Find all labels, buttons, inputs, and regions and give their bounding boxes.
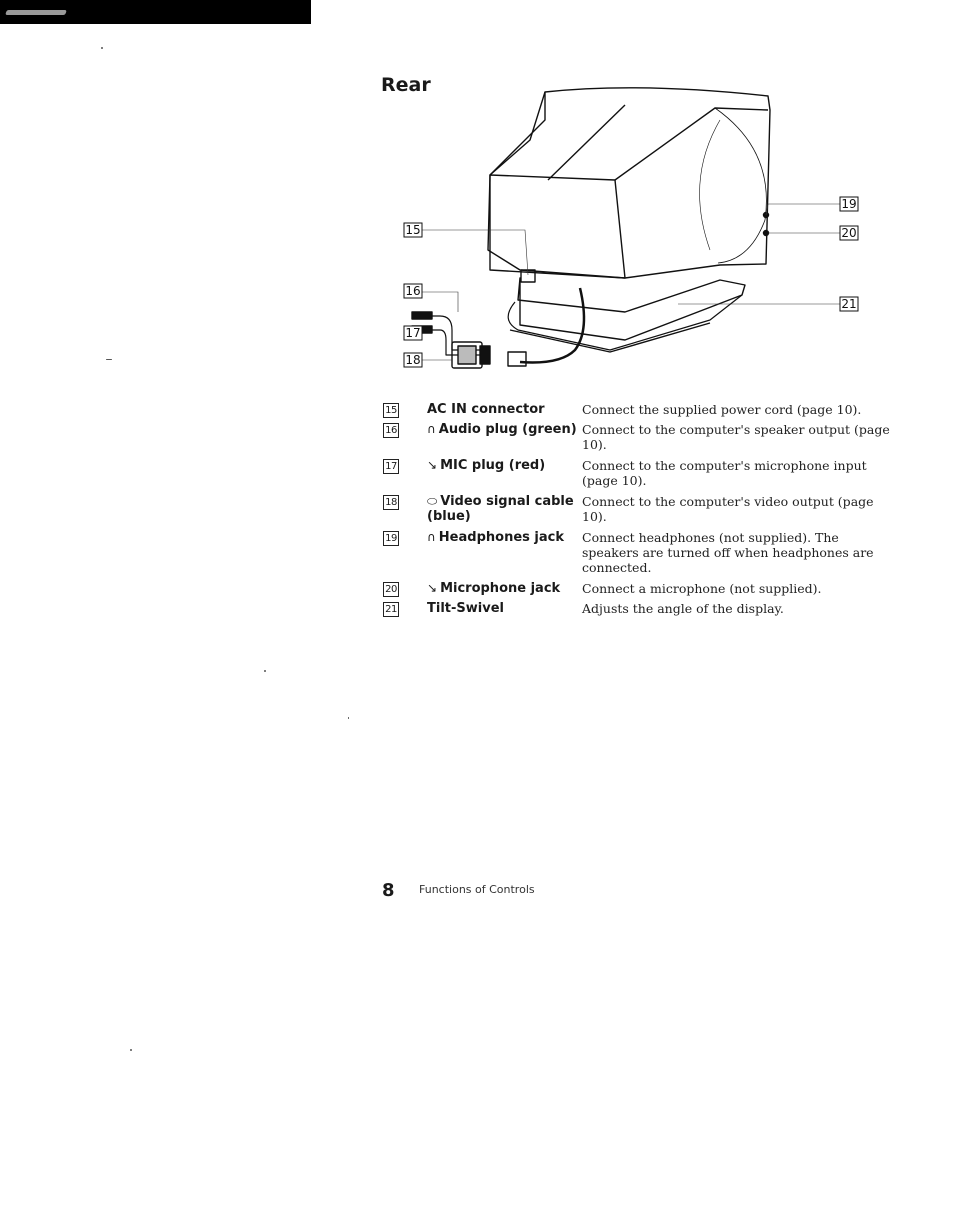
legend-description: Connect headphones (not supplied). The speakers are turned off when headphones are connected. [582, 530, 874, 575]
stand-upper [518, 278, 745, 340]
legend-number: 17 [383, 459, 399, 474]
legend-number: 19 [383, 531, 399, 546]
headphones-icon: ∩ [427, 422, 436, 436]
page-number: 8 [382, 880, 395, 901]
legend-term: Video signal cable (blue) [427, 494, 574, 524]
scan-speck [106, 359, 112, 360]
callout-label-20: 20 [841, 226, 857, 240]
legend-description: Connect a microphone (not supplied). [582, 581, 822, 596]
callout-label-21: 21 [841, 297, 857, 311]
cable-ferrite-core [508, 352, 526, 366]
audio-plug-shape [412, 312, 432, 319]
legend-term: MIC plug (red) [440, 458, 546, 473]
monitor-edge [615, 108, 768, 180]
legend-term: Audio plug (green) [438, 422, 577, 437]
microphone-jack-mark [764, 231, 769, 236]
callout-label-18: 18 [405, 353, 421, 367]
monitor-top-groove [548, 105, 625, 180]
monitor-rear-drawing [380, 80, 880, 390]
legend-number: 20 [383, 582, 399, 597]
scan-speck [101, 47, 103, 49]
legend-number: 15 [383, 403, 399, 418]
scan-speck [264, 670, 266, 672]
legend-description: Connect to the computer's video output (page 10). [582, 494, 874, 524]
monitor-rear-illustration [380, 80, 880, 390]
headphones-icon: ∩ [427, 530, 436, 544]
video-connector-icon: ⬭ [427, 494, 438, 508]
header-bar-mark [5, 10, 67, 15]
callout-label-15: 15 [405, 223, 421, 237]
legend-description: Adjusts the angle of the display. [582, 601, 784, 616]
monitor-top-outline [488, 88, 770, 278]
monitor-top-ridge [490, 92, 545, 175]
legend-term: AC IN connector [427, 402, 545, 417]
callout-label-17: 17 [405, 326, 421, 340]
video-plug-pins [458, 346, 476, 364]
legend-number: 16 [383, 423, 399, 438]
callout-label-19: 19 [841, 197, 857, 211]
callout-line-15 [422, 230, 528, 275]
footer-section-label: Functions of Controls [419, 883, 535, 896]
legend-term: Tilt-Swivel [427, 601, 504, 616]
scan-speck [348, 717, 349, 719]
legend-term: Headphones jack [438, 530, 564, 545]
monitor-back-face [490, 175, 625, 278]
legend-term: Microphone jack [440, 581, 561, 596]
callout-label-16: 16 [405, 284, 421, 298]
legend-description: Connect to the computer's microphone input (page 10). [582, 458, 867, 488]
legend-number: 18 [383, 495, 399, 510]
video-cable [520, 288, 584, 363]
video-plug-hood [480, 346, 490, 364]
microphone-icon: ↘ [427, 458, 438, 472]
callout-line-16 [422, 292, 458, 312]
screen-bezel [715, 108, 766, 263]
header-bar [0, 0, 311, 24]
legend-number: 21 [383, 602, 399, 617]
scan-speck [130, 1049, 132, 1051]
callout-line-19 [766, 204, 840, 215]
screen-arc [700, 120, 720, 250]
section-title: Rear [381, 74, 431, 96]
legend-description: Connect the supplied power cord (page 10). [582, 402, 862, 417]
legend-description: Connect to the computer's speaker output (page 10). [582, 422, 890, 452]
microphone-icon: ↘ [427, 581, 438, 595]
